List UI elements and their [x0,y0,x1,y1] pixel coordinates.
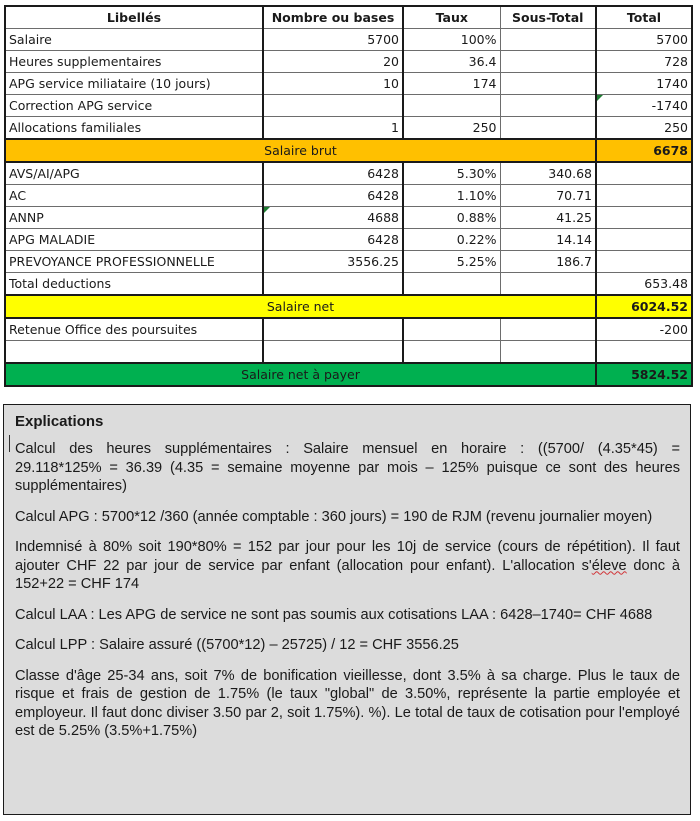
row-total[interactable] [596,95,692,117]
table-row [5,29,692,51]
row-taux[interactable]: 250 [403,117,500,140]
row-base[interactable]: 1 [263,117,403,140]
salaire-net-a-payer-value[interactable]: 5824.52 [596,363,692,386]
salaire-brut-value[interactable]: 6678 [596,139,692,162]
header-row [5,6,692,29]
row-base[interactable]: 6428 [263,229,403,251]
row-sous-total[interactable] [500,318,596,341]
explanation-laa: Calcul LAA : Les APG de service ne sont pas soumis aux cotisations LAA : 6428–1740= CHF 4688 [15,606,653,623]
row-taux[interactable]: 0.22% [403,229,500,251]
salaire-net-label[interactable]: Salaire net [5,295,596,318]
row-label[interactable]: AVS/AI/APG [5,162,263,185]
row-total[interactable] [596,162,692,185]
table-row-empty [5,341,692,364]
row-total[interactable] [596,341,692,364]
table-row [5,95,692,117]
row-base[interactable] [263,95,403,117]
row-sous-total[interactable]: 41.25 [500,207,596,229]
salaire-net-a-payer-label[interactable]: Salaire net à payer [5,363,596,386]
row-taux[interactable]: 5.25% [403,251,500,273]
comment-marker-icon [264,207,270,213]
table-row [5,185,692,207]
row-taux[interactable]: 174 [403,73,500,95]
row-total[interactable] [596,251,692,273]
table-row [5,273,692,296]
row-label[interactable]: Retenue Office des poursuites [5,318,263,341]
row-total[interactable]: 250 [596,117,692,140]
header-taux: Taux [403,6,500,29]
row-base[interactable]: 5700 [263,29,403,51]
row-label[interactable]: Total deductions [5,273,263,296]
table-row [5,117,692,140]
row-base[interactable] [263,318,403,341]
row-base[interactable]: 6428 [263,185,403,207]
comment-marker-icon [597,95,603,101]
table-row [5,73,692,95]
row-sous-total[interactable]: 340.68 [500,162,596,185]
row-taux[interactable]: 100% [403,29,500,51]
row-base[interactable]: 10 [263,73,403,95]
explanations-box[interactable] [3,404,691,815]
row-sous-total[interactable] [500,51,596,73]
row-base[interactable]: 3556.25 [263,251,403,273]
explanations-title: Explications [15,413,104,430]
misspelled-word[interactable]: éleve [591,557,627,574]
header-nombre-bases: Nombre ou bases [263,6,403,29]
row-total[interactable] [596,229,692,251]
salaire-net-a-payer-row [5,363,692,386]
row-base-value: 4688 [367,209,399,225]
header-sous-total: Sous-Total [500,6,596,29]
header-libelles: Libellés [5,6,263,29]
explanation-apg: Calcul APG : 5700*12 /360 (année comptable : 360 jours) = 190 de RJM (revenu journalier moyen) [15,508,653,525]
table-row [5,162,692,185]
row-label[interactable]: ANNP [5,207,263,229]
row-total-value: -1740 [651,97,688,113]
row-sous-total[interactable] [500,95,596,117]
row-base[interactable]: 6428 [263,162,403,185]
explanation-indemnisation [15,538,680,594]
explanation-indemnisation-text: Indemnisé à 80% soit 190*80% = 152 par jour pour les 10j de service (cours de répétition). Il faut ajouter CHF 22 par jour de service par enfant (allocation pour enfant). L'allocation s' [15,539,680,574]
salaire-net-row [5,295,692,318]
row-base[interactable] [263,341,403,364]
row-label[interactable] [5,341,263,364]
row-taux[interactable] [403,341,500,364]
table-row [5,251,692,273]
row-sous-total[interactable]: 186.7 [500,251,596,273]
row-taux[interactable] [403,273,500,296]
row-total[interactable]: -200 [596,318,692,341]
row-base[interactable] [263,207,403,229]
row-sous-total[interactable]: 70.71 [500,185,596,207]
row-label[interactable]: APG service miliataire (10 jours) [5,73,263,95]
row-total[interactable]: 653.48 [596,273,692,296]
row-label[interactable]: PREVOYANCE PROFESSIONNELLE [5,251,263,273]
row-total[interactable] [596,185,692,207]
row-taux[interactable]: 1.10% [403,185,500,207]
table-row [5,318,692,341]
row-sous-total[interactable] [500,273,596,296]
row-taux[interactable]: 5.30% [403,162,500,185]
header-total: Total [596,6,692,29]
explanation-indemnisation-tail: donc à 152+22 = CHF 174 [15,557,680,592]
row-total[interactable] [596,207,692,229]
row-sous-total[interactable] [500,29,596,51]
row-label[interactable]: APG MALADIE [5,229,263,251]
payroll-table [4,5,693,387]
salaire-brut-row [5,139,692,162]
row-label[interactable]: Heures supplementaires [5,51,263,73]
row-taux[interactable]: 0.88% [403,207,500,229]
salaire-net-value[interactable]: 6024.52 [596,295,692,318]
table-row [5,51,692,73]
explanation-lpp: Calcul LPP : Salaire assuré ((5700*12) – 25725) / 12 = CHF 3556.25 [15,637,459,653]
salaire-brut-label[interactable]: Salaire brut [5,139,596,162]
row-taux[interactable]: 36.4 [403,51,500,73]
row-label[interactable]: Allocations familiales [5,117,263,140]
row-total[interactable]: 728 [596,51,692,73]
row-base[interactable]: 20 [263,51,403,73]
row-label[interactable]: Correction APG service [5,95,263,117]
row-taux[interactable] [403,318,500,341]
row-taux[interactable] [403,95,500,117]
row-label[interactable]: Salaire [5,29,263,51]
row-base[interactable] [263,273,403,296]
row-sous-total[interactable]: 14.14 [500,229,596,251]
row-sous-total[interactable] [500,341,596,364]
row-sous-total[interactable] [500,73,596,95]
row-total[interactable]: 1740 [596,73,692,95]
text-cursor [9,435,10,452]
row-total[interactable]: 5700 [596,29,692,51]
row-label[interactable]: AC [5,185,263,207]
row-sous-total[interactable] [500,117,596,140]
explanation-age-class: Classe d'âge 25-34 ans, soit 7% de bonification vieillesse, dont 3.5% à sa charge. Plus le taux de risque et frais de gestion de 1.75% (le taux "global" de 3.50%, représente la partie employée et employeur. Il faut donc diviser 3.50 par 2, soit 1.75%). %). Le total de taux de cotisation pour l'employé est de 5.25% (3.5%+1.75%) [15,667,680,739]
table-row [5,229,692,251]
table-row [5,207,692,229]
explanation-overtime: Calcul des heures supplémentaires : Salaire mensuel en horaire : ((5700/ (4.35*45) = 29.118*125% = 36.39 (4.35 = semaine moyenne par mois – 125% puisque ce sont des heures supplémentaires) [15,441,680,494]
